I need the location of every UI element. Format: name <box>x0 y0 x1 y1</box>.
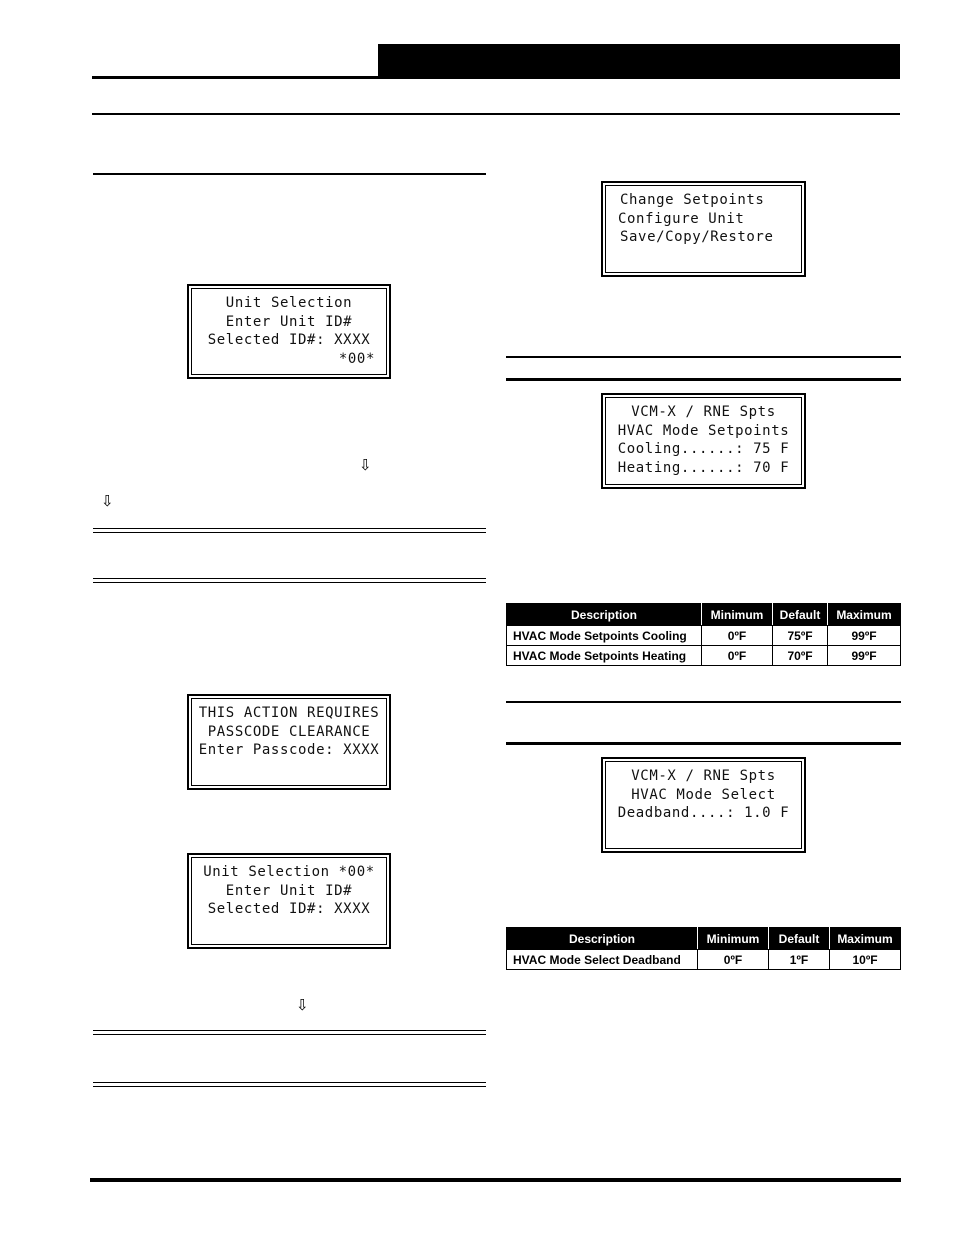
table-header-row <box>507 604 901 626</box>
table-header: Minimum <box>702 604 773 626</box>
table-row <box>507 950 901 970</box>
deadband-table <box>506 927 901 970</box>
right-section-rule-2 <box>506 378 901 381</box>
table-cell: 70ºF <box>773 646 828 666</box>
table-cell: HVAC Mode Setpoints Heating <box>507 646 702 666</box>
left-note-rule-bot-a <box>93 578 486 579</box>
table-cell: 1ºF <box>769 950 830 970</box>
lcd-line: Heating......: 70 F <box>617 459 790 476</box>
table-header: Maximum <box>828 604 901 626</box>
header-black-bar <box>378 44 900 78</box>
lcd-unit-selection <box>187 284 391 379</box>
table-header: Maximum <box>830 928 901 950</box>
lcd-line: Selected ID#: XXXX <box>207 901 371 917</box>
table-cell: 0ºF <box>702 646 773 666</box>
lcd-line: Enter Passcode: XXXX <box>198 742 380 758</box>
table-cell: 99ºF <box>828 646 901 666</box>
right-section-rule-3 <box>506 701 901 703</box>
table-row <box>507 646 901 666</box>
left-note-rule-top-b <box>93 532 486 533</box>
left-section-rule-1 <box>93 173 486 175</box>
table-cell: 99ºF <box>828 626 901 646</box>
header-rule <box>92 76 900 79</box>
table-cell: HVAC Mode Setpoints Cooling <box>507 626 702 646</box>
footer-rule <box>90 1178 901 1182</box>
down-arrow-icon: ⇩ <box>296 996 309 1014</box>
lcd-line: Enter Unit ID# <box>225 313 353 330</box>
left-note2-rule-bot-b <box>93 1086 486 1087</box>
table-cell: 0ºF <box>702 626 773 646</box>
left-note2-rule-bot-a <box>93 1082 486 1083</box>
down-arrow-icon: ⇩ <box>359 456 372 474</box>
table-header: Description <box>507 604 702 626</box>
table-cell: 0ºF <box>698 950 769 970</box>
lcd-line: Unit Selection <box>225 295 353 311</box>
lcd-line: VCM-X / RNE Spts <box>631 768 776 784</box>
table-row <box>507 626 901 646</box>
left-note2-rule-top-b <box>93 1034 486 1035</box>
lcd-line: VCM-X / RNE Spts <box>631 404 776 420</box>
lcd-passcode <box>187 694 391 790</box>
lcd-line: Configure Unit <box>618 210 745 227</box>
table-cell: 75ºF <box>773 626 828 646</box>
lcd-line: Change Setpoints <box>620 192 765 208</box>
lcd-line: HVAC Mode Setpoints <box>617 422 790 439</box>
table-header-row <box>507 928 901 950</box>
lcd-hvac-setpoints <box>601 393 806 489</box>
lcd-line: Cooling......: 75 F <box>617 441 790 457</box>
left-note-rule-bot-b <box>93 582 486 583</box>
table-header: Default <box>773 604 828 626</box>
down-arrow-icon: ⇩ <box>101 492 114 510</box>
left-note-rule-top-a <box>93 528 486 529</box>
table-cell: HVAC Mode Select Deadband <box>507 950 698 970</box>
table-header: Description <box>507 928 698 950</box>
left-note2-rule-top-a <box>93 1030 486 1031</box>
lcd-line: Unit Selection *00* <box>203 864 375 880</box>
lcd-hvac-select <box>601 757 806 853</box>
lcd-line: THIS ACTION REQUIRES <box>198 705 380 721</box>
lcd-line: Enter Unit ID# <box>225 882 353 899</box>
right-section-rule-4 <box>506 742 901 745</box>
lcd-line: Selected ID#: XXXX <box>207 332 371 348</box>
lcd-line: Deadband....: 1.0 F <box>617 805 790 821</box>
table-header: Minimum <box>698 928 769 950</box>
setpoints-table <box>506 603 901 666</box>
right-section-rule-1 <box>506 356 901 358</box>
lcd-line: PASSCODE CLEARANCE <box>207 723 371 740</box>
top-rule <box>92 113 900 115</box>
table-header: Default <box>769 928 830 950</box>
lcd-unit-selection-2 <box>187 853 391 949</box>
lcd-line: Save/Copy/Restore <box>620 229 774 245</box>
lcd-line: *00* <box>338 350 375 367</box>
table-cell: 10ºF <box>830 950 901 970</box>
lcd-line: HVAC Mode Select <box>631 786 776 803</box>
lcd-main-menu <box>601 181 806 277</box>
